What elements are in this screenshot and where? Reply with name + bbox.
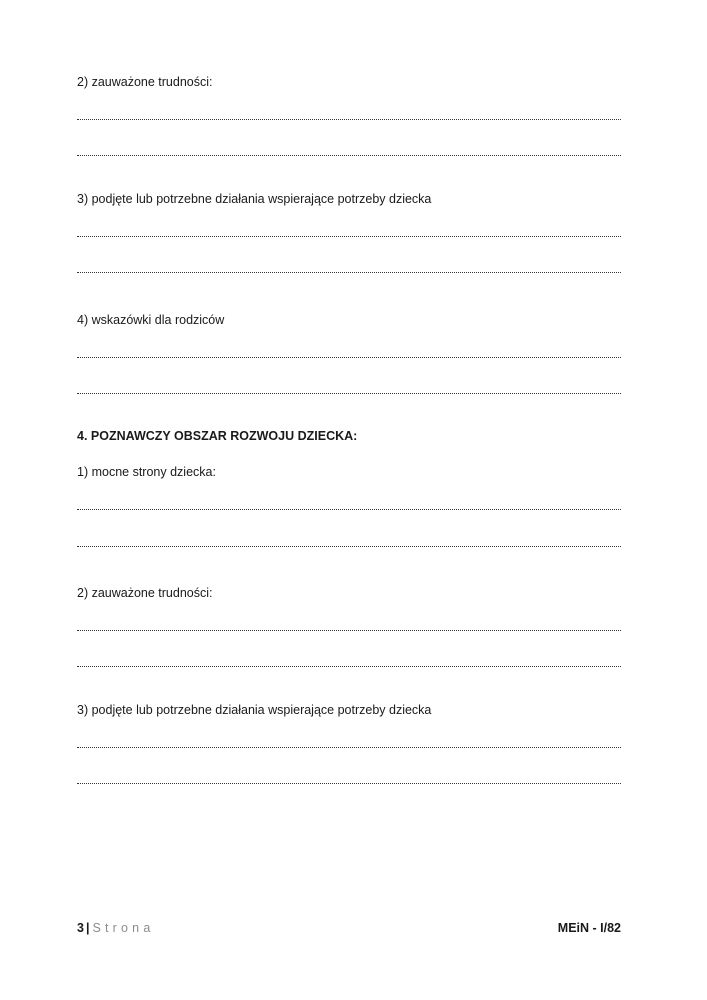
page-word: Strona <box>92 921 155 935</box>
item-label-support-actions: 3) podjęte lub potrzebne działania wspierające potrzeby dziecka <box>77 703 432 717</box>
dotted-answer-line[interactable] <box>77 666 621 667</box>
dotted-answer-line[interactable] <box>77 630 621 631</box>
section-heading: 4. POZNAWCZY OBSZAR ROZWOJU DZIECKA: <box>77 429 358 443</box>
dotted-answer-line[interactable] <box>77 393 621 394</box>
dotted-answer-line[interactable] <box>77 546 621 547</box>
dotted-answer-line[interactable] <box>77 747 621 748</box>
item-label-support-actions: 3) podjęte lub potrzebne działania wspierające potrzeby dziecka <box>77 192 432 206</box>
item-label-strengths: 1) mocne strony dziecka: <box>77 465 216 479</box>
dotted-answer-line[interactable] <box>77 783 621 784</box>
dotted-answer-line[interactable] <box>77 509 621 510</box>
page-footer-left <box>77 920 154 936</box>
page-number: 3 <box>77 921 84 935</box>
document-code: MEiN - I/82 <box>557 921 621 935</box>
dotted-answer-line[interactable] <box>77 155 621 156</box>
dotted-answer-line[interactable] <box>77 236 621 237</box>
item-label-difficulties: 2) zauważone trudności: <box>77 75 213 89</box>
dotted-answer-line[interactable] <box>77 119 621 120</box>
item-label-difficulties: 2) zauważone trudności: <box>77 586 213 600</box>
dotted-answer-line[interactable] <box>77 357 621 358</box>
dotted-answer-line[interactable] <box>77 272 621 273</box>
footer-separator: | <box>85 921 90 935</box>
item-label-parent-tips: 4) wskazówki dla rodziców <box>77 313 225 327</box>
